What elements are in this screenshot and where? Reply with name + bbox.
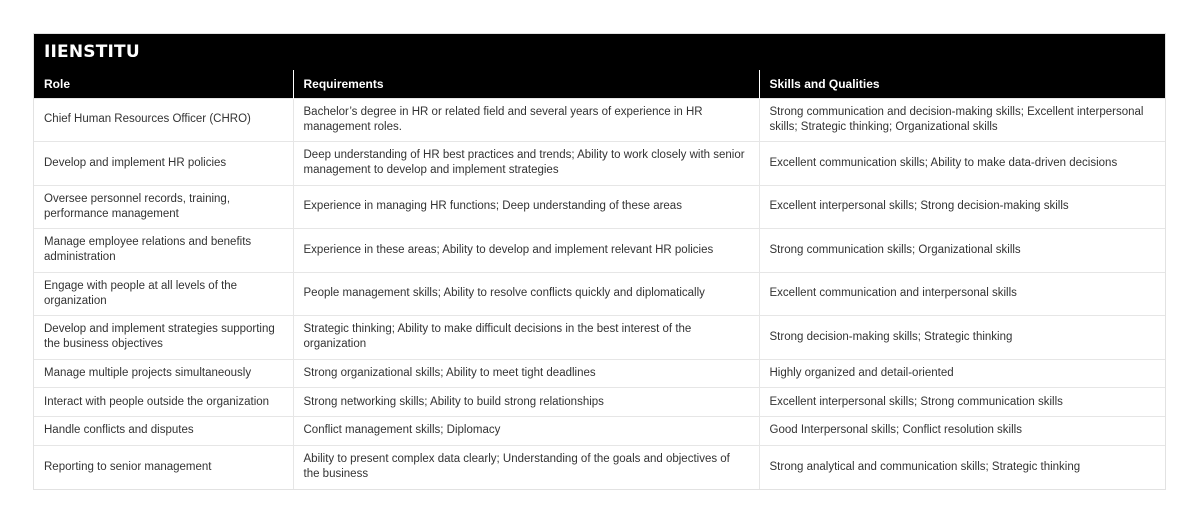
cell-requirements: Experience in managing HR functions; Deep understanding of these areas <box>293 185 759 229</box>
table-row <box>34 388 1165 417</box>
cell-requirements: People management skills; Ability to resolve conflicts quickly and diplomatically <box>293 272 759 316</box>
cell-skills: Excellent communication and interpersonal skills <box>759 272 1165 316</box>
table-row <box>34 272 1165 316</box>
table-row <box>34 445 1165 489</box>
cell-skills: Highly organized and detail-oriented <box>759 359 1165 388</box>
table-row <box>34 316 1165 360</box>
cell-role: Handle conflicts and disputes <box>34 416 293 445</box>
roles-table-card <box>33 33 1166 490</box>
table-row <box>34 416 1165 445</box>
cell-skills: Strong decision-making skills; Strategic thinking <box>759 316 1165 360</box>
roles-table <box>34 70 1165 489</box>
cell-requirements: Strategic thinking; Ability to make difficult decisions in the best interest of the organization <box>293 316 759 360</box>
cell-requirements: Strong networking skills; Ability to build strong relationships <box>293 388 759 417</box>
cell-role: Develop and implement strategies supporting the business objectives <box>34 316 293 360</box>
cell-requirements: Experience in these areas; Ability to develop and implement relevant HR policies <box>293 229 759 273</box>
cell-skills: Excellent communication skills; Ability to make data-driven decisions <box>759 142 1165 186</box>
table-row <box>34 185 1165 229</box>
cell-skills: Strong communication and decision-making skills; Excellent interpersonal skills; Strategic thinking; Organizational skills <box>759 98 1165 142</box>
cell-role: Develop and implement HR policies <box>34 142 293 186</box>
table-row <box>34 229 1165 273</box>
table-header-row <box>34 70 1165 98</box>
cell-skills: Excellent interpersonal skills; Strong decision-making skills <box>759 185 1165 229</box>
cell-skills: Strong communication skills; Organizational skills <box>759 229 1165 273</box>
cell-requirements: Bachelor’s degree in HR or related field and several years of experience in HR management roles. <box>293 98 759 142</box>
cell-role: Interact with people outside the organization <box>34 388 293 417</box>
cell-role: Chief Human Resources Officer (CHRO) <box>34 98 293 142</box>
cell-role: Manage employee relations and benefits administration <box>34 229 293 273</box>
cell-role: Manage multiple projects simultaneously <box>34 359 293 388</box>
cell-requirements: Deep understanding of HR best practices and trends; Ability to work closely with senior management to develop and implement strategies <box>293 142 759 186</box>
table-row <box>34 359 1165 388</box>
cell-role: Reporting to senior management <box>34 445 293 489</box>
cell-role: Oversee personnel records, training, performance management <box>34 185 293 229</box>
cell-requirements: Conflict management skills; Diplomacy <box>293 416 759 445</box>
cell-skills: Excellent interpersonal skills; Strong communication skills <box>759 388 1165 417</box>
cell-requirements: Strong organizational skills; Ability to meet tight deadlines <box>293 359 759 388</box>
cell-skills: Strong analytical and communication skills; Strategic thinking <box>759 445 1165 489</box>
cell-skills: Good Interpersonal skills; Conflict resolution skills <box>759 416 1165 445</box>
header-requirements: Requirements <box>293 70 759 98</box>
table-row <box>34 142 1165 186</box>
header-role: Role <box>34 70 293 98</box>
cell-role: Engage with people at all levels of the organization <box>34 272 293 316</box>
cell-requirements: Ability to present complex data clearly; Understanding of the goals and objectives of the business <box>293 445 759 489</box>
table-row <box>34 98 1165 142</box>
header-skills: Skills and Qualities <box>759 70 1165 98</box>
brand-title: IIENSTITU <box>34 34 1165 70</box>
